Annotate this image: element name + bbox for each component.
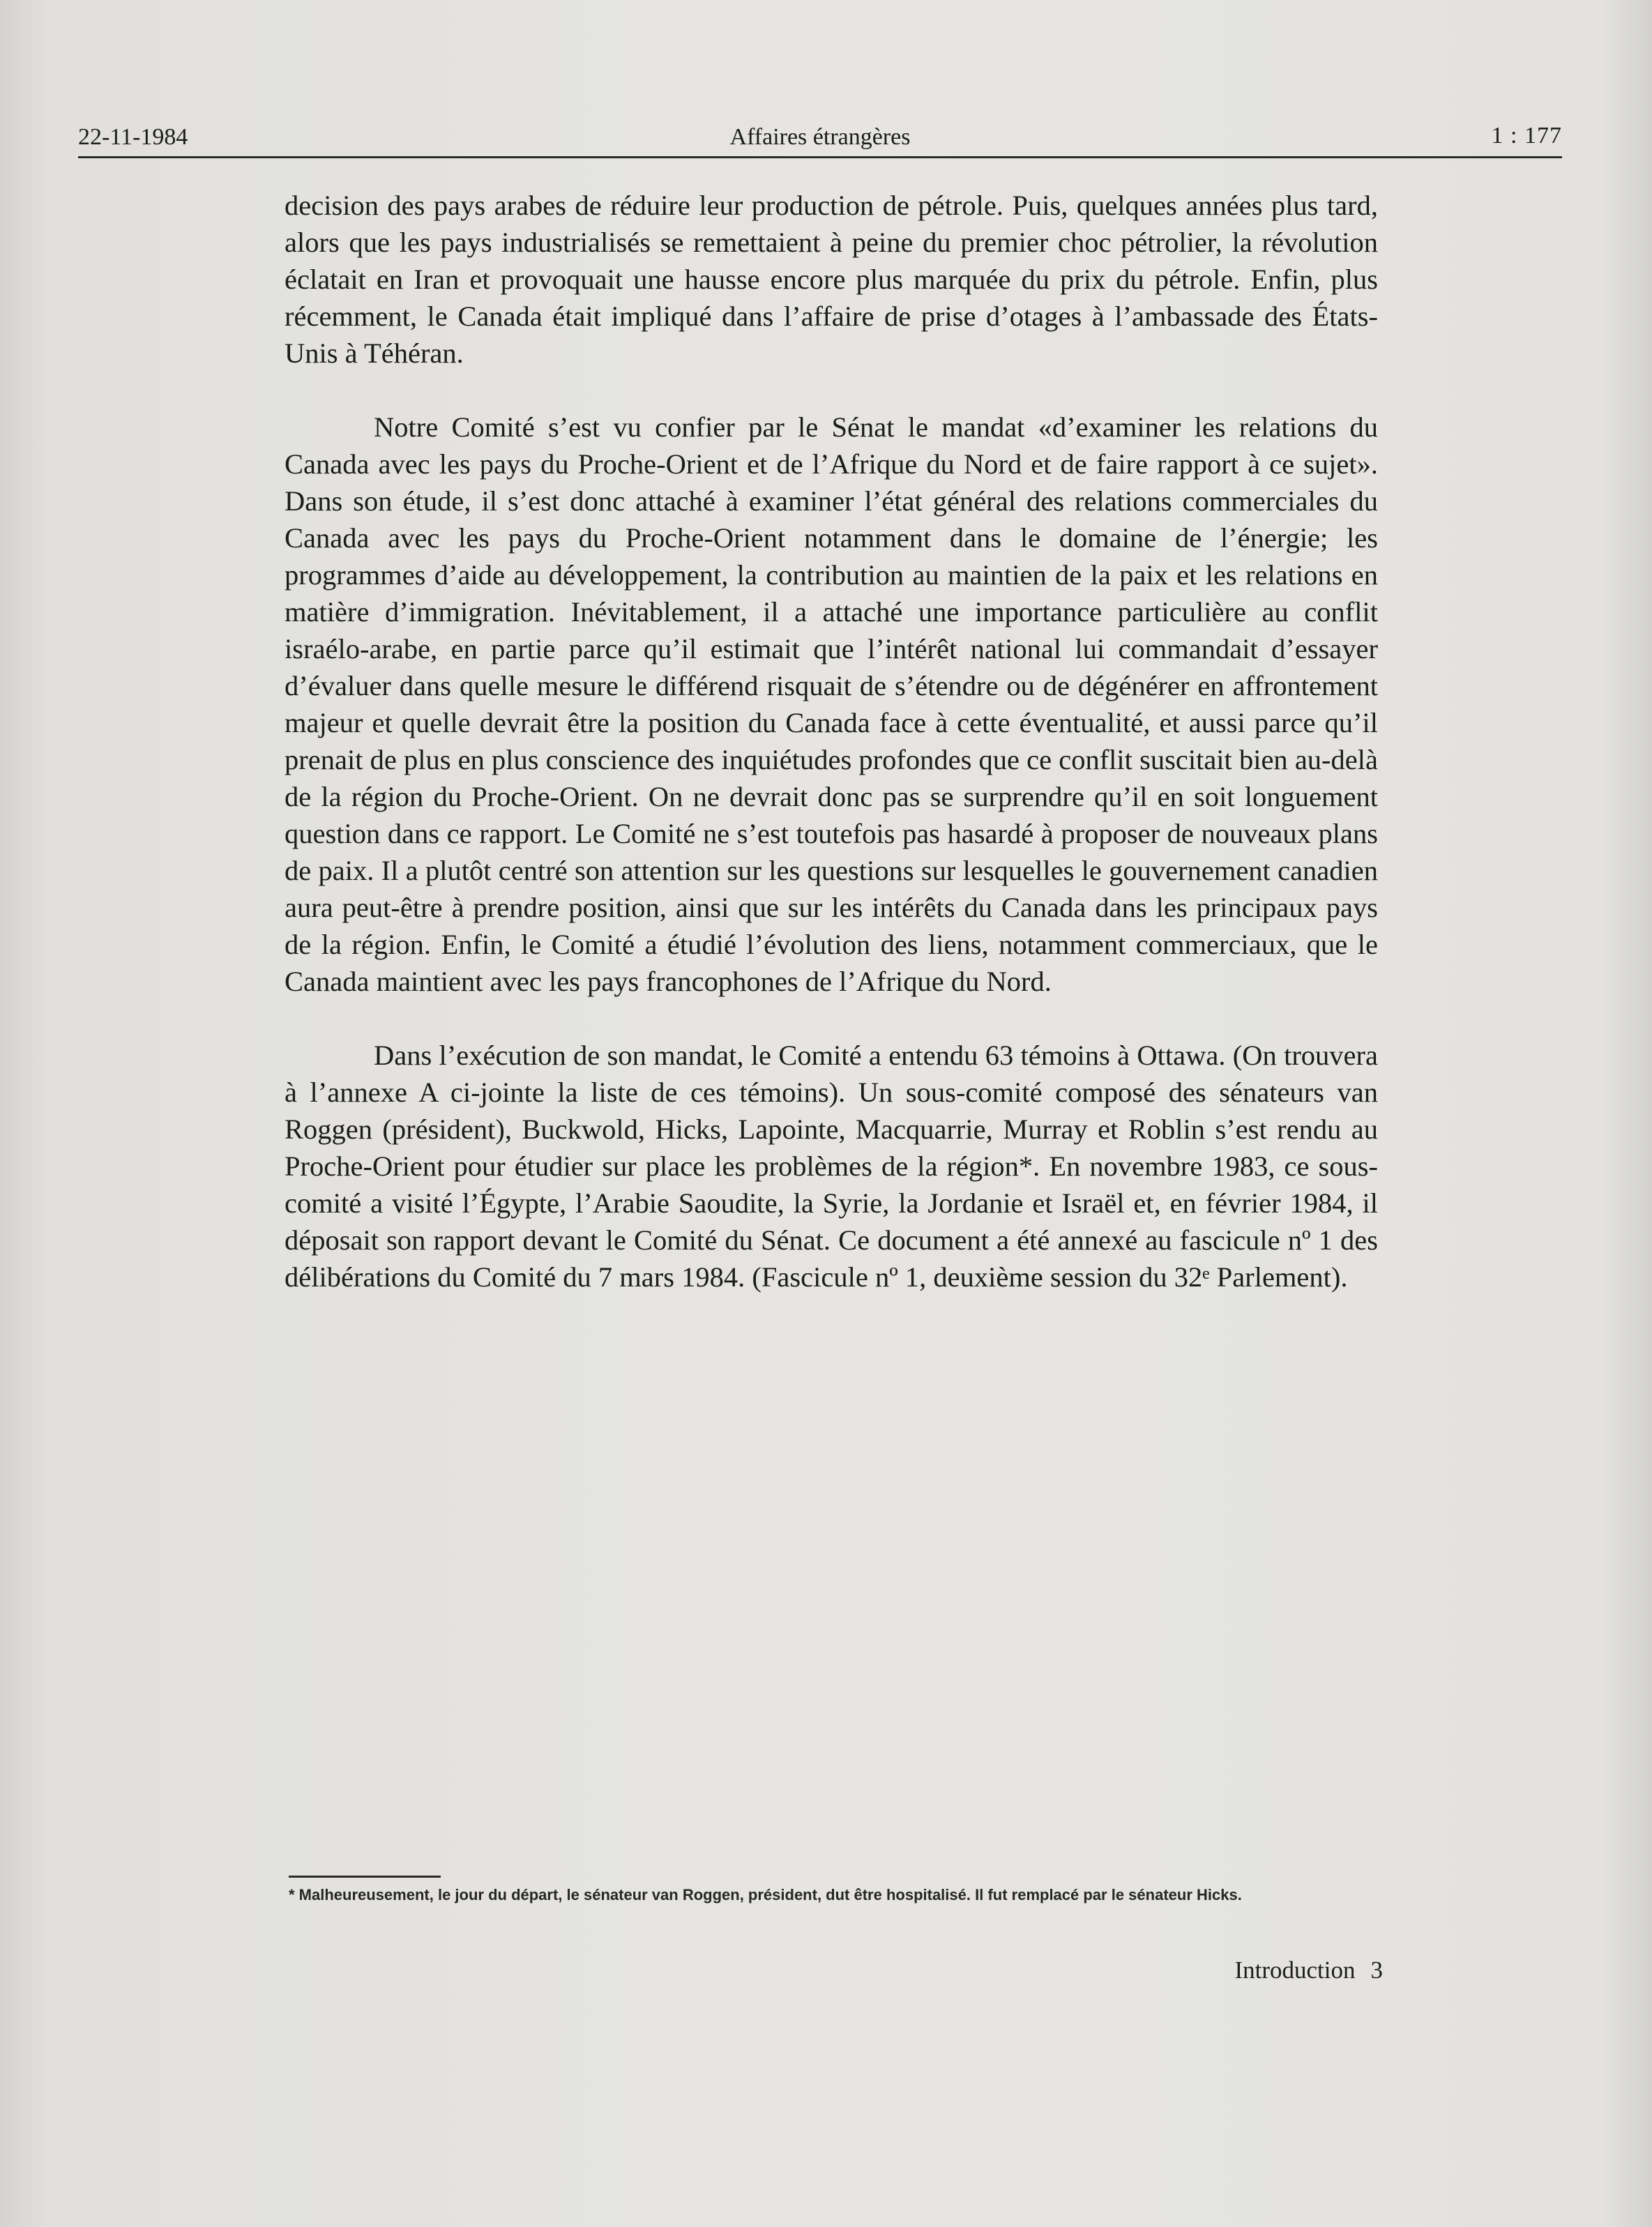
header-page-ref: 1 : 177 bbox=[1491, 123, 1562, 149]
header-date: 22-11-1984 bbox=[78, 124, 188, 150]
page-footer bbox=[1234, 1956, 1383, 1984]
page-header bbox=[78, 117, 1562, 158]
paragraph-3: Dans l’exécution de son mandat, le Comité a entendu 63 témoins à Ottawa. (On trouvera à l’annexe A ci-jointe la liste de ces témoins). Un sous-comité composé des sénateurs van Roggen (président), Buckwold, Hicks, Lapointe, Macquarrie, Murray et Roblin s’est rendu au Proche-Orient pour étudier sur place les problèmes de la région*. En novembre 1983, ce sous-comité a visité l’Égypte, l’Arabie Saoudite, la Syrie, la Jordanie et Israël et, en février 1984, il déposait son rapport devant le Comité du Sénat. Ce document a été annexé au fascicule nº 1 des délibérations du Comité du 7 mars 1984. (Fascicule nº 1, deuxième session du 32ᵉ Parlement). bbox=[285, 1040, 1378, 1293]
paragraph-1: decision des pays arabes de réduire leur production de pétrole. Puis, quelques années plus tard, alors que les pays industrialisés se remettaient à peine du premier choc pétrolier, la révolution éclatait en Iran et provoquait une hausse encore plus marquée du prix du pétrole. Enfin, plus récemment, le Canada était impliqué dans l’affaire de prise d’otages à l’ambassade des États-Unis à Téhéran. bbox=[285, 190, 1378, 369]
footer-section: Introduction bbox=[1234, 1956, 1356, 1984]
header-title: Affaires étrangères bbox=[729, 124, 911, 150]
paragraph-2: Notre Comité s’est vu confier par le Sénat le mandat «d’examiner les relations du Canada avec les pays du Proche-Orient et de l’Afrique du Nord et de faire rapport à ce sujet». Dans son étude, il s’est donc attaché à examiner l’état général des relations commerciales du Canada avec les pays du Proche-Orient notamment dans le domaine de l’énergie; les programmes d’aide au développement, la contribution au maintien de la paix et les relations en matière d’immigration. Inévitablement, il a attaché une importance particulière au conflit israélo-arabe, en partie parce qu’il estimait que l’intérêt national lui commandait d’essayer d’évaluer dans quelle mesure le différend risquait de s’étendre ou de dégénérer en affrontement majeur et quelle devrait être la position du Canada face à cette éventualité, et aussi parce qu’il prenait de plus en plus conscience des inquiétudes profondes que ce conflit suscitait bien au-delà de la région du Proche-Orient. On ne devrait donc pas se surprendre qu’il en soit longuement question dans ce rapport. Le Comité ne s’est toutefois pas hasardé à proposer de nouveaux plans de paix. Il a plutôt centré son attention sur les questions sur lesquelles le gouvernement canadien aura peut-être à prendre position, ainsi que sur les intérêts du Canada dans les principaux pays de la région. Enfin, le Comité a étudié l’évolution des liens, notamment commerciaux, que le Canada maintient avec les pays francophones de l’Afrique du Nord. bbox=[285, 411, 1378, 997]
body-text bbox=[285, 187, 1378, 1332]
footnote-rule bbox=[289, 1876, 441, 1878]
footnote: * Malheureusement, le jour du départ, le sénateur van Roggen, président, dut être hospitalisé. Il fut remplacé par le sénateur Hicks. bbox=[289, 1886, 1242, 1903]
footer-page-number: 3 bbox=[1370, 1956, 1383, 1984]
